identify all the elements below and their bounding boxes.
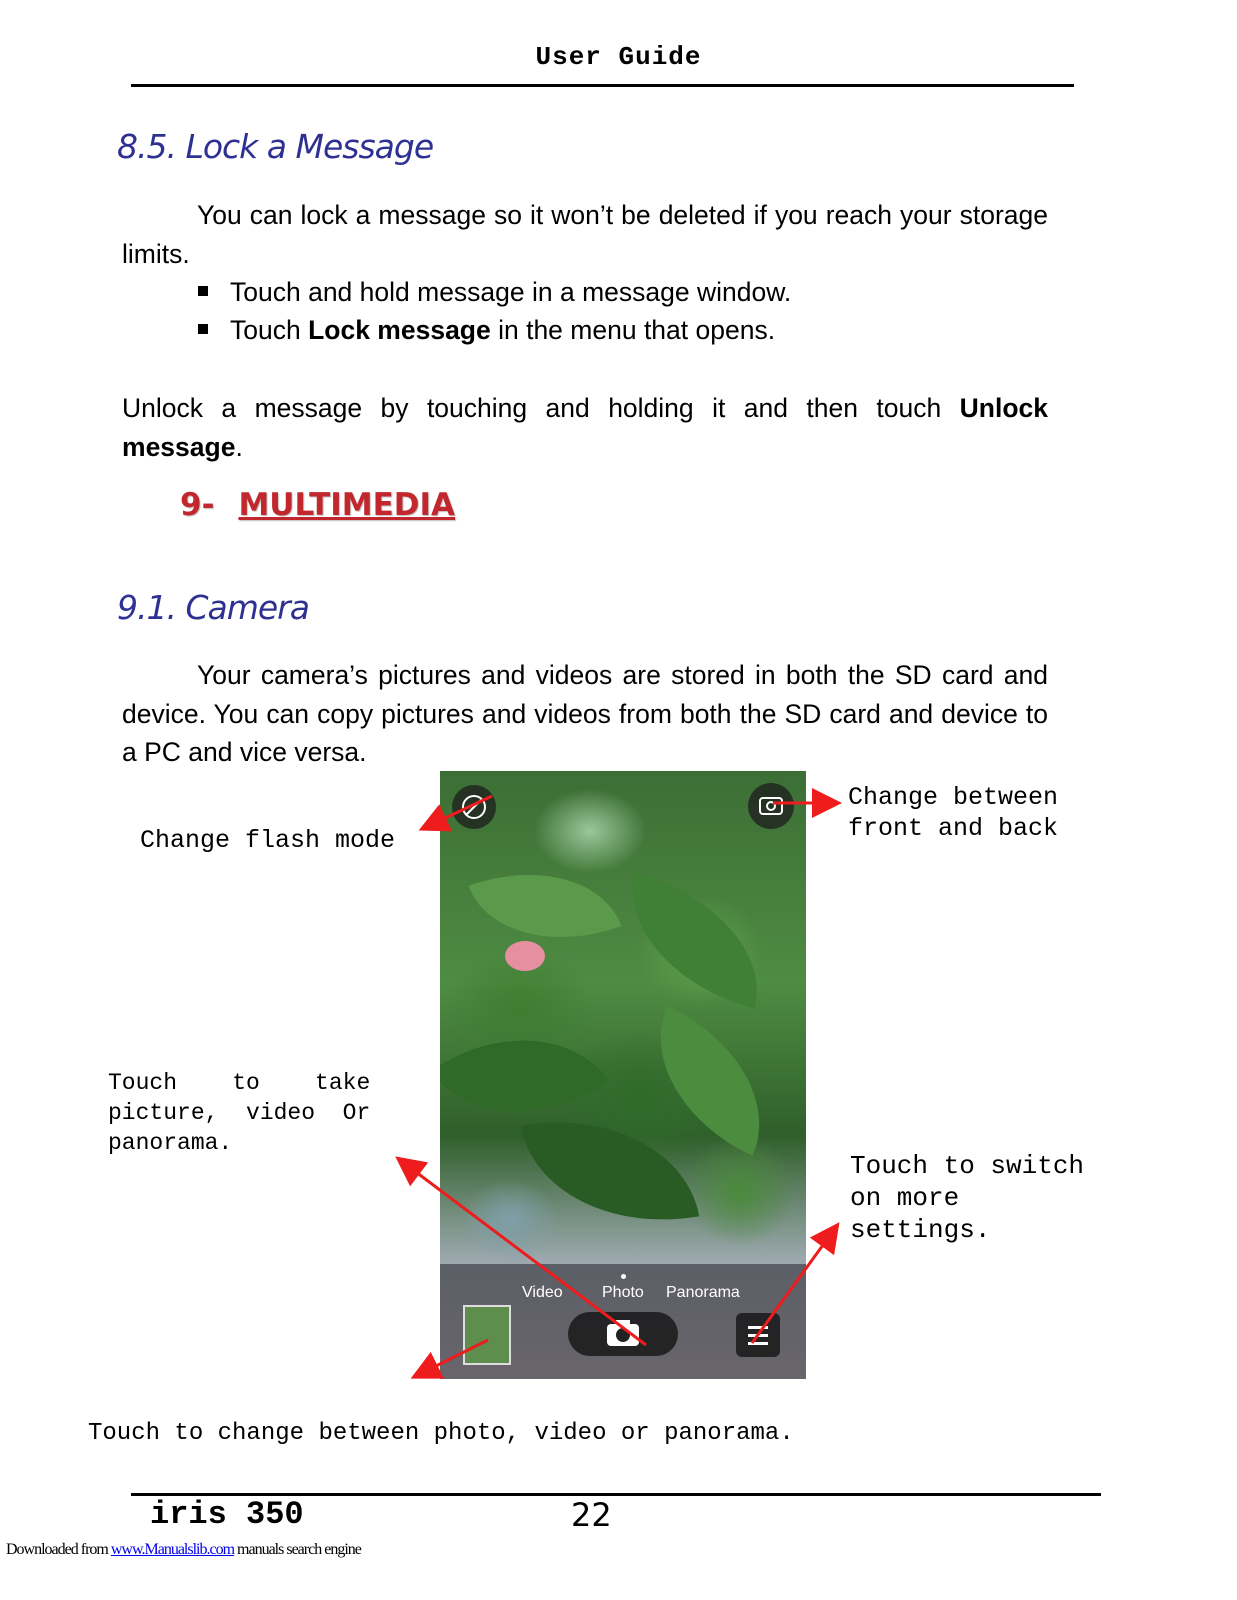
download-text-pre: Downloaded from xyxy=(6,1541,111,1558)
download-credit xyxy=(6,1541,361,1559)
section-91-heading: 9.1. Camera xyxy=(117,588,309,627)
arrow-flash xyxy=(424,796,492,828)
bullet-text-2-post: in the menu that opens. xyxy=(490,315,776,345)
section-91-intro: Your camera’s pictures and videos are stored in both the SD card and device. You can copy pictures and videos from both the SD card and device to a PC and vice versa. xyxy=(122,660,1048,767)
unlock-text-post: . xyxy=(235,431,243,462)
download-text-post: manuals search engine xyxy=(234,1541,361,1558)
annotation-more-settings: Touch to switch on more settings. xyxy=(850,1151,1085,1245)
annotation-change-mode: Touch to change between photo, video or panorama. xyxy=(88,1420,794,1447)
annotation-flash-mode: Change flash mode xyxy=(140,826,396,855)
footer-model: iris 350 xyxy=(150,1496,304,1533)
section-9-title: MULTIMEDIA xyxy=(238,487,456,523)
section-9-number: 9- xyxy=(180,487,215,523)
page-number: 22 xyxy=(571,1496,612,1534)
arrow-more-settings xyxy=(752,1227,836,1343)
mode-photo-tab[interactable]: Photo xyxy=(602,1284,644,1301)
unlock-text-bold: Unlock message xyxy=(122,393,1048,462)
bullet-text-2-pre: Touch xyxy=(230,315,309,345)
bullet-text-2-bold: Lock message xyxy=(308,315,491,345)
arrow-change-mode xyxy=(416,1340,488,1376)
mode-panorama-tab[interactable]: Panorama xyxy=(666,1284,740,1301)
mode-video-tab[interactable]: Video xyxy=(522,1284,563,1301)
arrow-take-picture xyxy=(400,1160,646,1345)
section-85-intro: You can lock a message so it won’t be deleted if you reach your storage limits. xyxy=(122,200,1048,269)
bullet-text-1: Touch and hold message in a message window. xyxy=(230,277,792,307)
annotation-take-picture: Touch to take picture, video Or panorama. xyxy=(108,1070,371,1156)
section-85-heading: 8.5. Lock a Message xyxy=(117,127,434,166)
annotation-switch-camera: Change between front and back xyxy=(848,783,1059,843)
manualslib-link[interactable]: www.Manualslib.com xyxy=(110,1541,235,1558)
running-header: User Guide xyxy=(535,42,702,72)
unlock-text-pre: Unlock a message by touching and holding it and then touch xyxy=(122,393,960,423)
